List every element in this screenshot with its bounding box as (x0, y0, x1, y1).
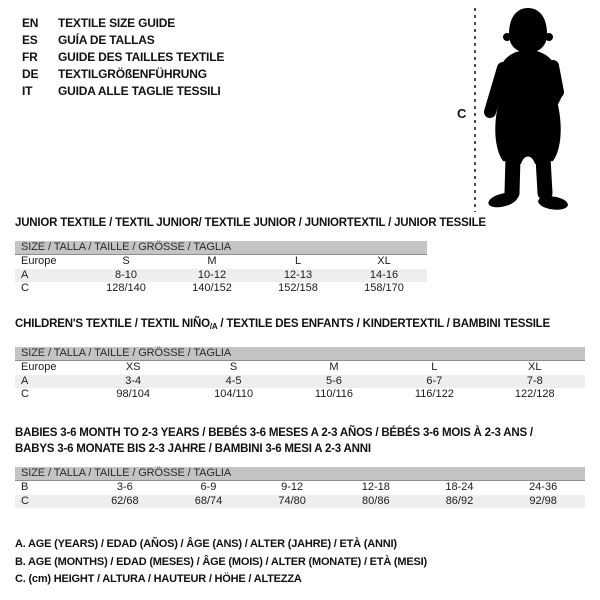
junior-size-table (15, 255, 427, 296)
footnote-c: C. (cm) HEIGHT / ALTURA / HAUTEUR / HÖHE / ALTEZZA (15, 573, 302, 585)
babies-size-table (15, 481, 585, 508)
row-label-cell: Europe (21, 255, 57, 268)
babies-table-title (15, 425, 585, 457)
value-cell: 18-24 (445, 481, 474, 494)
table-row (15, 361, 585, 375)
row-label-cell: Europe (21, 361, 57, 374)
value-cell: 86/92 (445, 494, 474, 507)
language-code: ES (22, 33, 38, 47)
value-cell: 122/128 (514, 388, 555, 401)
children-textile-section (15, 318, 585, 402)
value-cell: 128/140 (106, 282, 146, 295)
row-label-cell: B (21, 481, 29, 494)
baby-silhouette (487, 8, 569, 212)
value-cell: 12-18 (361, 481, 390, 494)
language-row (22, 15, 224, 32)
table-row (15, 375, 585, 389)
height-measure-label: C (457, 106, 467, 121)
children-title-subscript: /A (209, 322, 218, 331)
language-row (22, 66, 224, 83)
babies-textile-section (15, 425, 585, 508)
value-cell: 10-12 (197, 268, 227, 281)
row-label-cell: A (21, 268, 29, 281)
value-cell: 8-10 (114, 268, 138, 281)
value-cell: 9-12 (281, 481, 304, 494)
value-cell: 4-5 (225, 374, 242, 387)
language-code: IT (22, 84, 33, 98)
language-label: GUIDE DES TAILLES TEXTILE (58, 50, 225, 64)
language-label: TEXTILGRÖßENFÜHRUNG (58, 67, 207, 81)
value-cell: 80/86 (362, 494, 390, 507)
value-cell: 24-36 (529, 481, 558, 494)
value-cell: 6-9 (200, 481, 217, 494)
value-cell: 104/110 (214, 388, 254, 401)
value-cell: S (122, 255, 130, 268)
value-cell: XL (528, 361, 542, 374)
value-cell: M (329, 361, 339, 374)
babies-title-line1: BABIES 3-6 MONTH TO 2-3 YEARS / BEBÉS 3-6 MESES A 2-3 AÑOS / BÉBÉS 3-6 MOIS À 2-3 ANS / (15, 427, 533, 439)
table-row (15, 269, 427, 283)
value-cell: M (207, 255, 217, 268)
junior-table-title: JUNIOR TEXTILE / TEXTIL JUNIOR/ TEXTILE JUNIOR / JUNIORTEXTIL / JUNIOR TESSILE (15, 217, 486, 229)
size-header-bar: SIZE / TALLA / TAILLE / GRÖSSE / TAGLIA (15, 241, 427, 255)
size-header-bar: SIZE / TALLA / TAILLE / GRÖSSE / TAGLIA (15, 347, 585, 361)
row-label-cell: C (21, 388, 29, 401)
value-cell: L (294, 255, 302, 268)
language-guide (22, 15, 224, 100)
value-cell: XL (377, 255, 391, 268)
value-cell: L (431, 361, 438, 374)
value-cell: XS (125, 361, 141, 374)
size-header-bar: SIZE / TALLA / TAILLE / GRÖSSE / TAGLIA (15, 467, 585, 481)
language-row (22, 83, 224, 100)
value-cell: 62/68 (111, 494, 139, 507)
value-cell: 12-13 (283, 268, 313, 281)
footnote-a: A. AGE (YEARS) / EDAD (AÑOS) / ÂGE (ANS) / ALTER (JAHRE) / ETÀ (ANNI) (15, 538, 397, 550)
table-row (15, 255, 427, 269)
value-cell: 116/122 (414, 388, 454, 401)
value-cell: S (229, 361, 238, 374)
value-cell: 152/158 (278, 282, 318, 295)
children-table-title (15, 318, 585, 333)
table-row (15, 388, 585, 402)
table-row (15, 481, 585, 495)
table-row (15, 282, 427, 296)
language-code: EN (22, 16, 39, 30)
value-cell: 6-7 (426, 374, 443, 387)
language-label: GUIDA ALLE TAGLIE TESSILI (58, 84, 221, 98)
value-cell: 7-8 (526, 374, 543, 387)
language-code: DE (22, 67, 39, 81)
row-label-cell: C (21, 494, 29, 507)
children-title-text: CHILDREN'S TEXTILE / TEXTIL NIÑO (15, 318, 210, 330)
babies-title-line2: BABYS 3-6 MONATE BIS 2-3 JAHRE / BAMBINI 3-6 MESI A 2-3 ANNI (15, 443, 371, 455)
value-cell: 14-16 (369, 268, 399, 281)
row-label-cell: A (21, 374, 29, 387)
row-label-cell: C (21, 282, 29, 295)
footnote-b: B. AGE (MONTHS) / EDAD (MESES) / ÂGE (MOIS) / ALTER (MONATE) / ETÀ (MESI) (15, 555, 427, 568)
value-cell: 98/104 (116, 388, 151, 401)
value-cell: 68/74 (194, 494, 223, 507)
value-cell: 3-6 (116, 481, 133, 494)
value-cell: 74/80 (278, 494, 306, 507)
children-size-table (15, 361, 585, 402)
table-row (15, 495, 585, 509)
language-row (22, 32, 224, 49)
value-cell: 92/98 (529, 494, 557, 507)
language-label: TEXTILE SIZE GUIDE (58, 16, 176, 30)
value-cell: 5-6 (326, 374, 342, 387)
language-row (22, 49, 224, 66)
value-cell: 110/116 (314, 388, 354, 401)
footnotes (15, 536, 427, 589)
junior-textile-section (15, 217, 486, 296)
value-cell: 140/152 (192, 282, 232, 295)
language-code: FR (22, 50, 38, 64)
children-title-text: / TEXTILE DES ENFANTS / KINDERTEXTIL / BAMBINI TESSILE (217, 318, 550, 330)
value-cell: 158/170 (364, 282, 404, 295)
value-cell: 3-4 (125, 374, 142, 387)
language-label: GUÍA DE TALLAS (58, 33, 155, 47)
